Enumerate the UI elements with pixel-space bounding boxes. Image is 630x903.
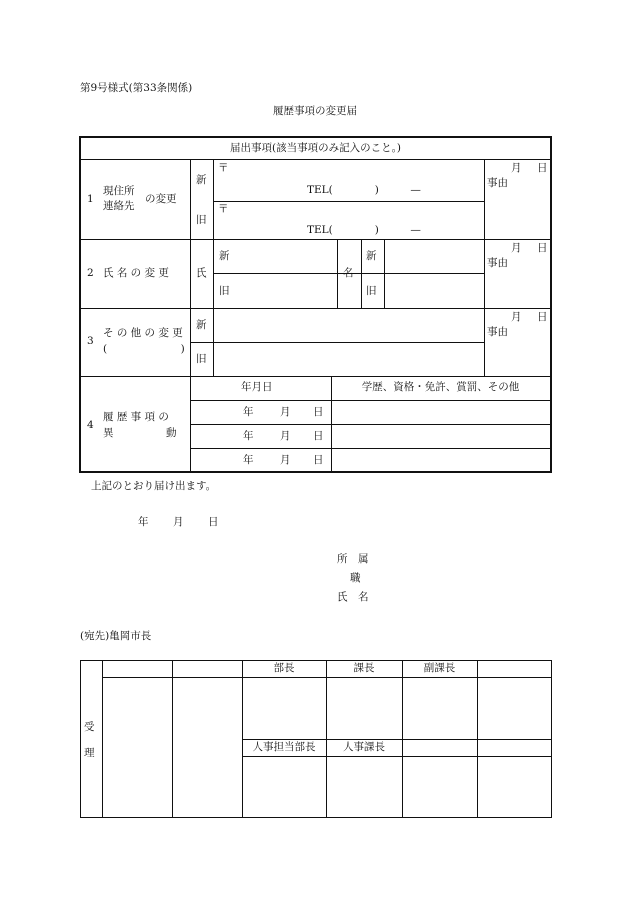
section2-old-right: 旧	[366, 285, 377, 297]
signer-name: 氏 名	[337, 591, 369, 603]
section2-number: 2	[87, 267, 94, 279]
date-day: 日	[208, 516, 219, 528]
history-row-1-day: 日	[313, 406, 324, 418]
section2-label: 氏 名 の 変 更	[103, 267, 169, 279]
form-number: 第9号様式(第33条関係)	[80, 82, 193, 94]
section1-day: 日	[537, 162, 548, 174]
receipt-jinji-tanto-bucho: 人事担当部長	[252, 741, 316, 753]
section3-reason: 事由	[487, 326, 508, 338]
history-row-3-day: 日	[313, 454, 324, 466]
section3-old: 旧	[196, 353, 207, 365]
section1-reason: 事由	[487, 177, 508, 189]
section2-day: 日	[537, 242, 548, 254]
table-header: 届出事項(該当事項のみ記入のこと。)	[230, 142, 401, 154]
section3-month: 月	[511, 311, 522, 323]
form-title: 履歴事項の変更届	[273, 105, 357, 117]
section2-new-right: 新	[366, 250, 377, 262]
history-row-2-year: 年	[243, 430, 254, 442]
addressee: (宛先)亀岡市長	[80, 630, 152, 642]
section4-label-b: 異 動	[103, 427, 177, 439]
section1-postal-new: 〒	[218, 162, 229, 174]
receipt-bucho: 部長	[273, 662, 295, 674]
receipt-label-b: 理	[84, 747, 95, 759]
receipt-table	[80, 660, 552, 818]
history-row-3-year: 年	[243, 454, 254, 466]
section1-number: 1	[87, 193, 94, 205]
section1-postal-old: 〒	[218, 203, 229, 215]
statement: 上記のとおり届け出ます。	[91, 480, 217, 492]
date-month: 月	[173, 516, 184, 528]
section3-paren: ( )	[103, 343, 185, 355]
date-year: 年	[138, 516, 149, 528]
history-row-2-day: 日	[313, 430, 324, 442]
section2-old-left: 旧	[219, 285, 230, 297]
section2-new-left: 新	[219, 250, 230, 262]
receipt-kacho: 課長	[353, 662, 375, 674]
section2-month: 月	[511, 242, 522, 254]
section4-number: 4	[87, 419, 94, 431]
signer-affiliation: 所 属	[337, 553, 369, 565]
notification-table	[79, 136, 552, 473]
section3-day: 日	[537, 311, 548, 323]
section1-tel-old: TEL( ) —	[307, 224, 421, 236]
section4-col-date: 年月日	[241, 381, 273, 393]
section1-new: 新	[196, 174, 207, 186]
history-row-1-year: 年	[243, 406, 254, 418]
section4-col-content: 学歴、資格・免許、賞罰、その他	[361, 381, 520, 393]
receipt-fuku-kacho: 副課長	[423, 662, 456, 674]
history-row-2-month: 月	[280, 430, 291, 442]
section4-label-a: 履 歴 事 項 の	[103, 411, 169, 423]
section1-label-contact: 連絡先	[103, 200, 135, 212]
section1-month: 月	[511, 162, 522, 174]
section2-reason: 事由	[487, 257, 508, 269]
section1-label-change: の変更	[145, 193, 177, 205]
section3-new: 新	[196, 319, 207, 331]
history-row-3-month: 月	[280, 454, 291, 466]
section2-given: 名	[343, 267, 354, 279]
section3-label: そ の 他 の 変 更	[103, 327, 183, 339]
history-row-1-month: 月	[280, 406, 291, 418]
signer-position: 職	[350, 572, 361, 584]
section1-label-address: 現住所	[103, 185, 135, 197]
section1-old: 旧	[196, 214, 207, 226]
receipt-label-a: 受	[84, 721, 95, 733]
section2-surname: 氏	[196, 267, 207, 279]
section1-tel-new: TEL( ) —	[307, 184, 421, 196]
receipt-jinji-kacho: 人事課長	[343, 741, 385, 753]
section3-number: 3	[87, 335, 94, 347]
